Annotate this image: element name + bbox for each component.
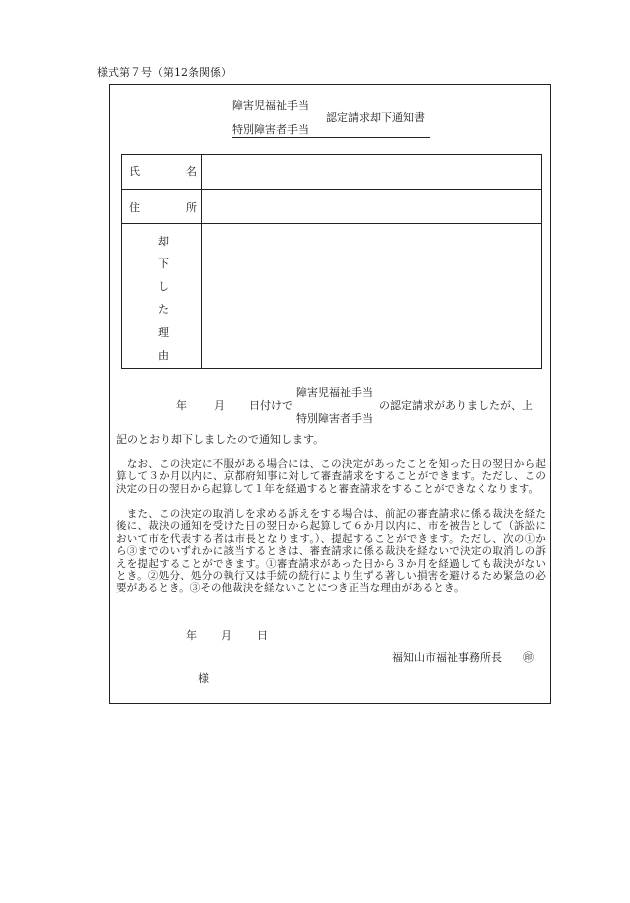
- body-allowance-2: 特別障害者手当: [296, 412, 373, 425]
- footer-month: 月: [221, 629, 232, 642]
- reason-label-char: 理: [158, 326, 169, 339]
- reason-label-char: た: [158, 303, 169, 316]
- date-month: 月: [214, 399, 225, 412]
- address-label-2: 所: [186, 201, 197, 214]
- document-title: 認定請求却下通知書: [326, 111, 425, 124]
- form-number: 様式第７号（第12条関係）: [97, 66, 232, 79]
- name-label-1: 氏: [129, 165, 140, 178]
- request-continuation: 記のとおり却下しましたので通知します。: [116, 433, 325, 446]
- header-allowance-1: 障害児福祉手当: [232, 99, 309, 112]
- recipient-suffix: 様: [198, 672, 209, 685]
- body-allowance-1: 障害児福祉手当: [296, 386, 373, 399]
- appeal-notice-paragraph: なお、この決定に不服がある場合には、この決定があったことを知った日の翌日から起算して３か月以内に、京都府知事に対して審査請求をすることができます。ただし、この決定の日の翌日から起算して１年を経過すると審査請求をすることができなくなります。: [116, 458, 546, 495]
- reason-label-char: し: [158, 280, 169, 293]
- request-text: の認定請求がありましたが、上: [379, 399, 533, 412]
- lawsuit-notice-paragraph: また、この決定の取消しを求める訴えをする場合は、前記の審査請求に係る裁決を経た後に、裁決の通知を受けた日の翌日から起算して６か月以内に、市を被告として（訴訟において市を代表する者は市長となります。）、提起することができます。ただし、次の①から③までのいずれかに該当するときは、審査請求に係る裁決を経ないで決定の取消しの訴えを提起することができます。①審査請求があった日から３か月を経過しても裁決がないとき。②処分、処分の執行又は手続の続行により生ずる著しい損害を避けるため緊急の必要があるとき。③その他裁決を経ないことにつき正当な理由があるとき。: [116, 508, 546, 595]
- title-underline: [232, 137, 430, 138]
- reason-label-char: 由: [158, 349, 169, 362]
- address-label-1: 住: [129, 201, 140, 214]
- header-allowance-2: 特別障害者手当: [232, 123, 309, 136]
- date-year: 年: [176, 399, 187, 412]
- footer-year: 年: [186, 629, 197, 642]
- reason-label-char: 却: [158, 235, 169, 248]
- issuer-name: 福知山市福祉事務所長: [392, 651, 502, 664]
- footer-day: 日: [257, 629, 268, 642]
- seal-mark: ㊞: [523, 651, 534, 664]
- reason-label-char: 下: [158, 257, 169, 270]
- name-label-2: 名: [186, 165, 197, 178]
- info-table: [121, 154, 542, 369]
- date-day-suffix: 日付けで: [249, 399, 293, 412]
